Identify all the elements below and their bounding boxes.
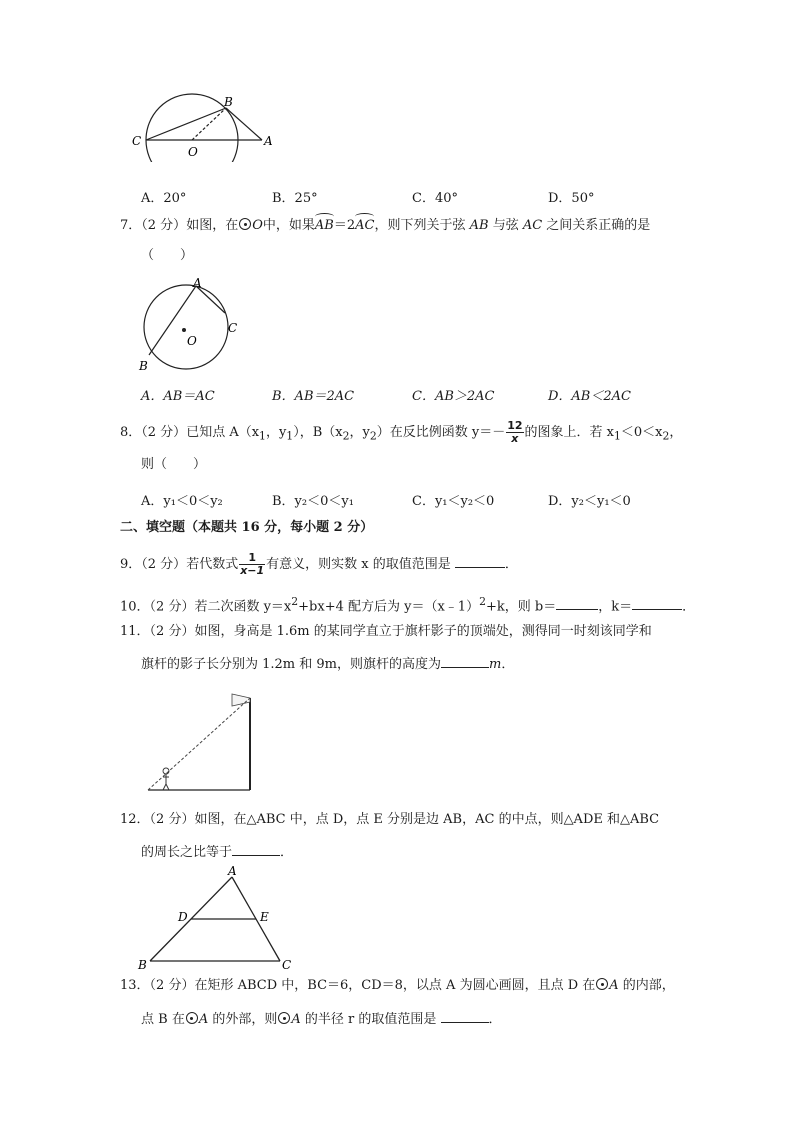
q8-frac-numerator: 12 (507, 419, 523, 432)
q8-text: 已知点 A（x (186, 425, 260, 440)
q10-blank-b[interactable] (556, 597, 598, 610)
q13-circle-label: A (609, 978, 619, 993)
q12-text: 的周长之比等于 (141, 845, 233, 860)
q8-text: ，y (349, 425, 370, 440)
q6-label-a: A (264, 134, 273, 148)
q9-number: 9． (120, 557, 142, 572)
q10-text: +k，则 b＝ (485, 599, 557, 615)
q7-stem (120, 217, 650, 235)
q11-score: （2 分） (149, 624, 195, 639)
q12-label-c: C (282, 958, 292, 972)
q8-text: ）在反比例函数 y＝－ (376, 425, 506, 440)
circle-dot-icon (596, 978, 608, 990)
q6-option-a[interactable]: A．20° (141, 191, 187, 206)
q10-score: （2 分） (149, 599, 195, 615)
circle-dot-icon (186, 1012, 198, 1024)
flag-icon (232, 694, 250, 706)
q12-text: 如图，在△ABC 中，点 D，点 E 分别是边 AB，AC 的中点，则△ADE 和△ABC (194, 812, 660, 827)
q7-circle (144, 285, 228, 369)
q8-option-d[interactable]: D．y₂＜y₁＜0 (548, 494, 631, 509)
q8-text: ＜0＜x (620, 425, 663, 440)
q7-line-ac (196, 286, 225, 313)
q7-label-a: A (193, 276, 202, 290)
q6-label-b: B (224, 95, 233, 109)
q9-end: ． (504, 557, 518, 572)
q13-circle-label: A (291, 1012, 301, 1027)
q8-sub: 2 (342, 429, 350, 443)
q11-number: 11． (120, 624, 150, 639)
q11-sun-ray (148, 698, 250, 790)
q10-sup: 2 (291, 595, 299, 608)
q9-fraction (239, 552, 265, 577)
q13-stem (120, 977, 675, 995)
q7-label-c: C (228, 321, 238, 335)
q7-text: ＝2 (333, 218, 356, 233)
q9-stem (120, 552, 518, 577)
q7-number: 7． (120, 218, 142, 233)
q13-end: ． (488, 1012, 502, 1027)
q7-text: 中，如果 (262, 218, 315, 233)
q10-end: ． (682, 599, 696, 615)
q12-end: ． (280, 845, 294, 860)
q11-text: 旗杆的影子长分别为 1.2m 和 9m，则旗杆的高度为 (141, 657, 441, 672)
q11-answer-blank[interactable] (441, 655, 489, 668)
q7-paren: （ ） (141, 248, 194, 263)
q13-text: 的内部， (618, 978, 675, 993)
q7-text: 与弦 (488, 218, 523, 233)
q12-figure (134, 865, 304, 973)
q12-score: （2 分） (149, 812, 195, 827)
q7-text: 如图，在 (186, 218, 239, 233)
q13-score: （2 分） (149, 978, 195, 993)
q7-option-b[interactable]: B．AB＝2AC (272, 389, 355, 404)
q9-answer-blank[interactable] (455, 555, 505, 568)
q7-center-dot (182, 328, 186, 332)
q7-label-b: B (139, 359, 148, 373)
q11-unit: m (489, 657, 502, 672)
q6-option-b[interactable]: B．25° (272, 191, 318, 206)
q12-line2 (141, 843, 293, 862)
q11-stem (120, 623, 652, 641)
q11-end: ． (501, 657, 515, 672)
q11-line2 (141, 655, 514, 674)
q8-sub: 2 (369, 429, 377, 443)
q12-label-a: A (228, 865, 237, 878)
q6-line-ob (192, 108, 226, 140)
q8-number: 8． (120, 425, 142, 440)
q7-text: ，则下列关于弦 (374, 218, 470, 233)
q7-option-c[interactable]: C．AB＞2AC (412, 389, 495, 404)
q12-answer-blank[interactable] (232, 843, 280, 856)
q6-option-d[interactable]: D．50° (548, 191, 595, 206)
circle-dot-icon (239, 218, 251, 230)
q8-text: ），B（x (293, 425, 343, 440)
q10-sup: 2 (479, 595, 486, 608)
q6-line-ba (226, 108, 262, 140)
q8-sub: 1 (259, 429, 266, 443)
q9-frac-numerator: 1 (239, 552, 265, 565)
q13-text: 的半径 r 的取值范围是 (300, 1012, 441, 1027)
q12-label-d: D (178, 910, 188, 924)
q9-text: 有意义，则实数 x 的取值范围是 (266, 557, 455, 572)
q11-figure (140, 688, 265, 794)
q13-answer-blank[interactable] (441, 1010, 489, 1023)
q7-figure (134, 275, 254, 375)
q13-text: 点 B 在 (141, 1012, 185, 1027)
q12-number: 12． (120, 812, 150, 827)
q8-sub: 2 (662, 429, 670, 443)
q9-score: （2 分） (141, 557, 187, 572)
q8-fraction (506, 420, 523, 445)
q7-arc-ac: AC (355, 218, 375, 233)
q8-text: ， (669, 425, 683, 440)
q8-text: ，y (265, 425, 287, 440)
q6-figure (130, 92, 280, 162)
q10-number: 10． (120, 599, 150, 615)
q6-label-c: C (132, 134, 142, 148)
q10-stem (120, 593, 695, 616)
q13-number: 13． (120, 978, 150, 993)
q7-chord-ac: AC (522, 218, 543, 233)
q7-option-d[interactable]: D．AB＜2AC (548, 389, 631, 404)
q8-frac-denominator: x (511, 432, 519, 445)
q8-stem (120, 420, 682, 449)
q9-text: 若代数式 (186, 557, 239, 572)
q13-line2 (141, 1010, 502, 1029)
q12-label-e: E (260, 910, 269, 924)
q13-text: 的外部，则 (208, 1012, 278, 1027)
q7-score: （2 分） (141, 218, 187, 233)
q7-label-o: O (187, 334, 197, 348)
q8-text: 的图象上．若 x (524, 425, 614, 440)
q6-option-c[interactable]: C．40° (412, 191, 458, 206)
q8-option-c[interactable]: C．y₁＜y₂＜0 (412, 494, 495, 509)
q13-circle-label: A (198, 1012, 209, 1027)
q12-stem (120, 811, 659, 829)
q9-frac-denominator: x−1 (240, 564, 265, 577)
q8-option-b[interactable]: B．y₂＜0＜y₁ (272, 494, 354, 509)
q10-text: 若二次函数 y＝x (194, 599, 292, 615)
q7-chord-ab: AB (469, 218, 489, 233)
q8-line2: 则（ ） (141, 457, 207, 472)
q12-label-b: B (138, 958, 147, 972)
q13-text: 在矩形 ABCD 中，BC＝6，CD＝8，以点 A 为圆心画圆，且点 D 在 (194, 978, 596, 993)
q8-score: （2 分） (141, 425, 187, 440)
q8-sub: 1 (613, 429, 621, 443)
q10-text: ，k＝ (598, 599, 633, 615)
q11-text: 如图，身高是 1.6m 的某同学直立于旗杆影子的顶端处，测得同一时刻该同学和 (194, 624, 652, 639)
q10-blank-k[interactable] (632, 597, 682, 610)
q10-text: +bx+4 配方后为 y＝（x﹣1） (298, 599, 480, 615)
q6-label-o: O (188, 145, 198, 159)
q7-option-a[interactable]: A．AB＝AC (141, 389, 215, 404)
q6-line-cb (146, 108, 226, 140)
circle-dot-icon (278, 1012, 290, 1024)
q7-arc-ab: AB (314, 218, 334, 233)
q8-option-a[interactable]: A．y₁＜0＜y₂ (141, 494, 223, 509)
section-heading: 二、填空题（本题共 16 分，每小题 2 分） (120, 520, 374, 535)
q7-text: 之间关系正确的是 (542, 218, 651, 233)
q8-sub: 1 (286, 429, 294, 443)
q7-circle-label: O (252, 218, 263, 233)
